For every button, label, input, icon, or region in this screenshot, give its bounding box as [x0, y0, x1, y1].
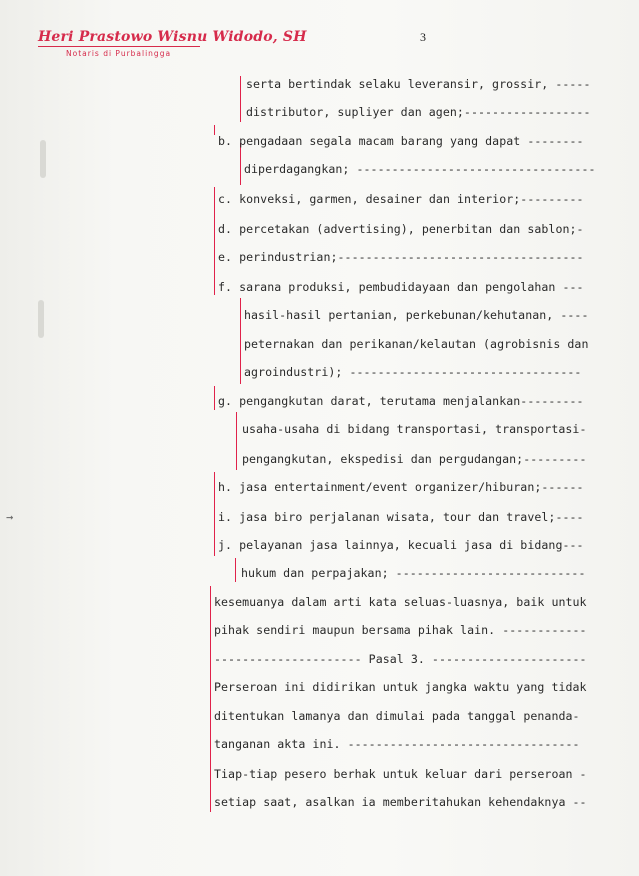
letterhead-rule	[38, 46, 200, 47]
punch-hole-shadow	[38, 300, 44, 338]
margin-line	[214, 187, 215, 295]
text-line: agroindustri); ---------------------------------	[244, 365, 582, 379]
text-line: hasil-hasil pertanian, perkebunan/kehutanan, ----	[244, 308, 589, 322]
text-line: Perseroan ini didirikan untuk jangka waktu yang tidak	[214, 680, 587, 694]
margin-line	[235, 558, 236, 582]
margin-line	[240, 298, 241, 384]
text-line: distributor, supliyer dan agen;------------------	[246, 105, 591, 119]
text-line: Tiap-tiap pesero berhak untuk keluar dari perseroan -	[214, 767, 587, 781]
text-line: b. pengadaan segala macam barang yang dapat --------	[218, 134, 584, 148]
section-heading: --------------------- Pasal 3. ----------------------	[214, 652, 587, 666]
text-line: tanganan akta ini. ---------------------------------	[214, 737, 580, 751]
text-line: g. pengangkutan darat, terutama menjalankan---------	[218, 394, 584, 408]
notary-location: Notaris di Purbalingga	[66, 49, 172, 58]
text-line: serta bertindak selaku leveransir, grossir, -----	[246, 77, 591, 91]
text-line: diperdagangkan; ----------------------------------	[244, 162, 596, 176]
margin-line	[214, 386, 215, 410]
page-number: 3	[420, 30, 426, 44]
text-line: d. percetakan (advertising), penerbitan dan sablon;-	[218, 222, 584, 236]
punch-hole-shadow	[40, 140, 46, 178]
text-line: pengangkutan, ekspedisi dan pergudangan;---------	[242, 452, 587, 466]
text-line: ditentukan lamanya dan dimulai pada tanggal penanda-	[214, 709, 580, 723]
text-line: e. perindustrian;-----------------------------------	[218, 250, 584, 264]
text-line: pihak sendiri maupun bersama pihak lain. ------------	[214, 623, 587, 637]
text-line: setiap saat, asalkan ia memberitahukan kehendaknya --	[214, 795, 587, 809]
text-line: f. sarana produksi, pembudidayaan dan pengolahan ---	[218, 280, 584, 294]
margin-line	[214, 125, 215, 135]
binder-mark: →	[6, 510, 14, 524]
margin-line	[210, 586, 211, 812]
margin-line	[214, 472, 215, 556]
margin-line	[240, 143, 241, 185]
margin-line	[236, 412, 237, 470]
text-line: i. jasa biro perjalanan wisata, tour dan travel;----	[218, 510, 584, 524]
text-line: c. konveksi, garmen, desainer dan interior;---------	[218, 192, 584, 206]
notary-name: Heri Prastowo Wisnu Widodo, SH	[38, 29, 307, 45]
text-line: kesemuanya dalam arti kata seluas-luasnya, baik untuk	[214, 595, 587, 609]
text-line: j. pelayanan jasa lainnya, kecuali jasa di bidang---	[218, 538, 584, 552]
text-line: peternakan dan perikanan/kelautan (agrobisnis dan	[244, 337, 589, 351]
text-line: usaha-usaha di bidang transportasi, transportasi-	[242, 422, 587, 436]
text-line: hukum dan perpajakan; ---------------------------	[241, 566, 586, 580]
text-line: h. jasa entertainment/event organizer/hiburan;------	[218, 480, 584, 494]
letterhead	[38, 29, 307, 58]
margin-line	[240, 76, 241, 122]
